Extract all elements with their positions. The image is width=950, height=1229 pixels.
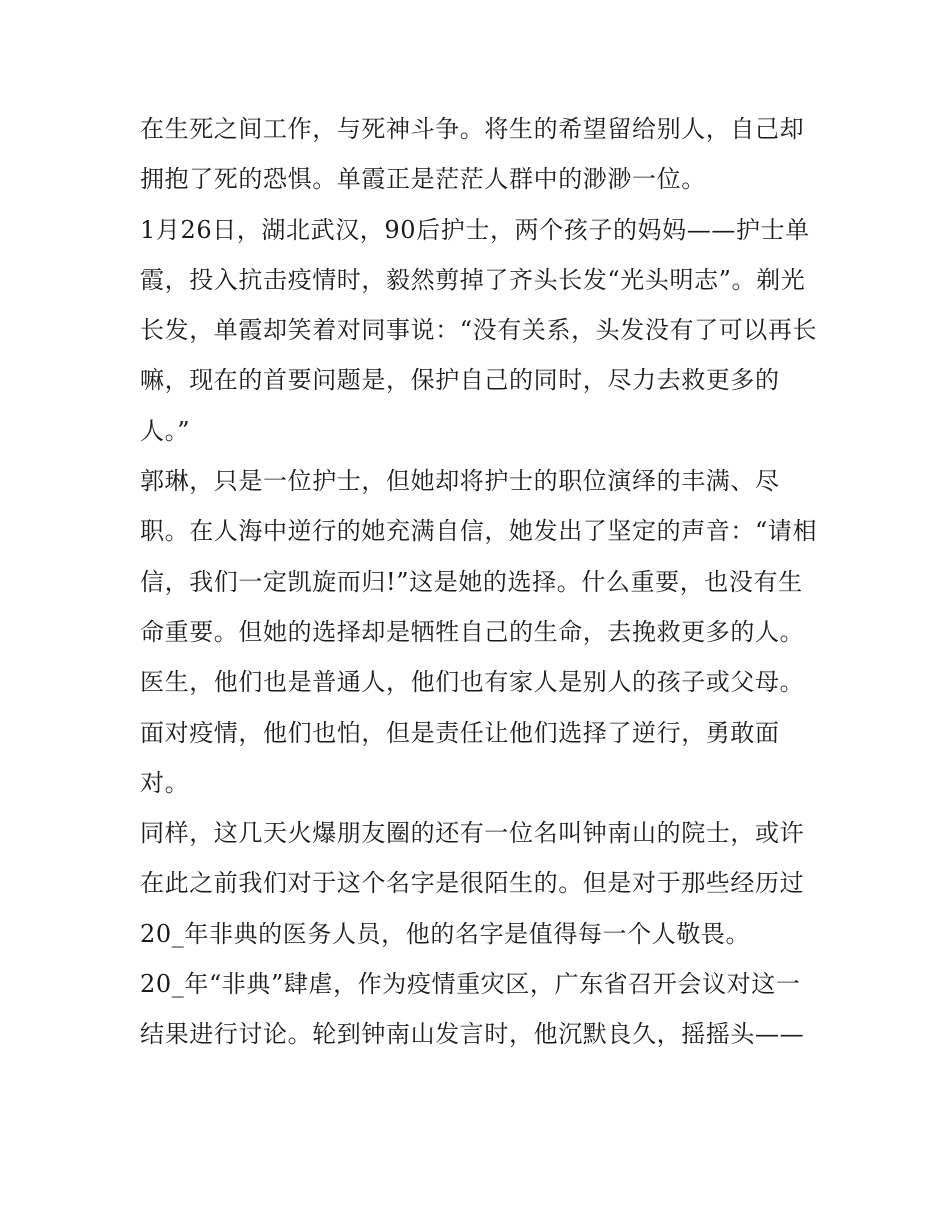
paragraph-6: 20_年“非典”肆虐，作为疫情重灾区，广东省召开会议对这一结果进行讨论。轮到钟南山发言时，他沉默良久，摇摇头—— bbox=[140, 970, 805, 1049]
document-body bbox=[140, 104, 820, 1060]
paragraph-1: 在生死之间工作，与死神斗争。将生的希望留给别人，自己却拥抱了死的恐惧。单霞正是茫茫人群中的渺渺一位。 bbox=[140, 115, 805, 194]
paragraph-4: 医生，他们也是普通人，他们也有家人是别人的孩子或父母。面对疫情，他们也怕，但是责任让他们选择了逆行，勇敢面对。 bbox=[140, 668, 805, 797]
paragraph-3: 郭琳，只是一位护士，但她却将护士的职位演绎的丰满、尽职。在人海中逆行的她充满自信，她发出了坚定的声音：“请相信，我们一定凯旋而归!”这是她的选择。什么重要，也没有生命重要。但她的选择却是牺牲自己的生命，去挽救更多的人。 bbox=[140, 467, 818, 646]
paragraph-5: 同样，这几天火爆朋友圈的还有一位名叫钟南山的院士，或许在此之前我们对于这个名字是很陌生的。但是对于那些经历过20_年非典的医务人员，他的名字是值得每一个人敬畏。 bbox=[140, 819, 805, 948]
paragraph-2: 1月26日，湖北武汉，90后护士，两个孩子的妈妈——护士单霞，投入抗击疫情时，毅然剪掉了齐头长发“光头明志”。剃光长发，单霞却笑着对同事说：“没有关系，头发没有了可以再长嘛，现在的首要问题是，保护自己的同时，尽力去救更多的人。” bbox=[140, 215, 818, 445]
